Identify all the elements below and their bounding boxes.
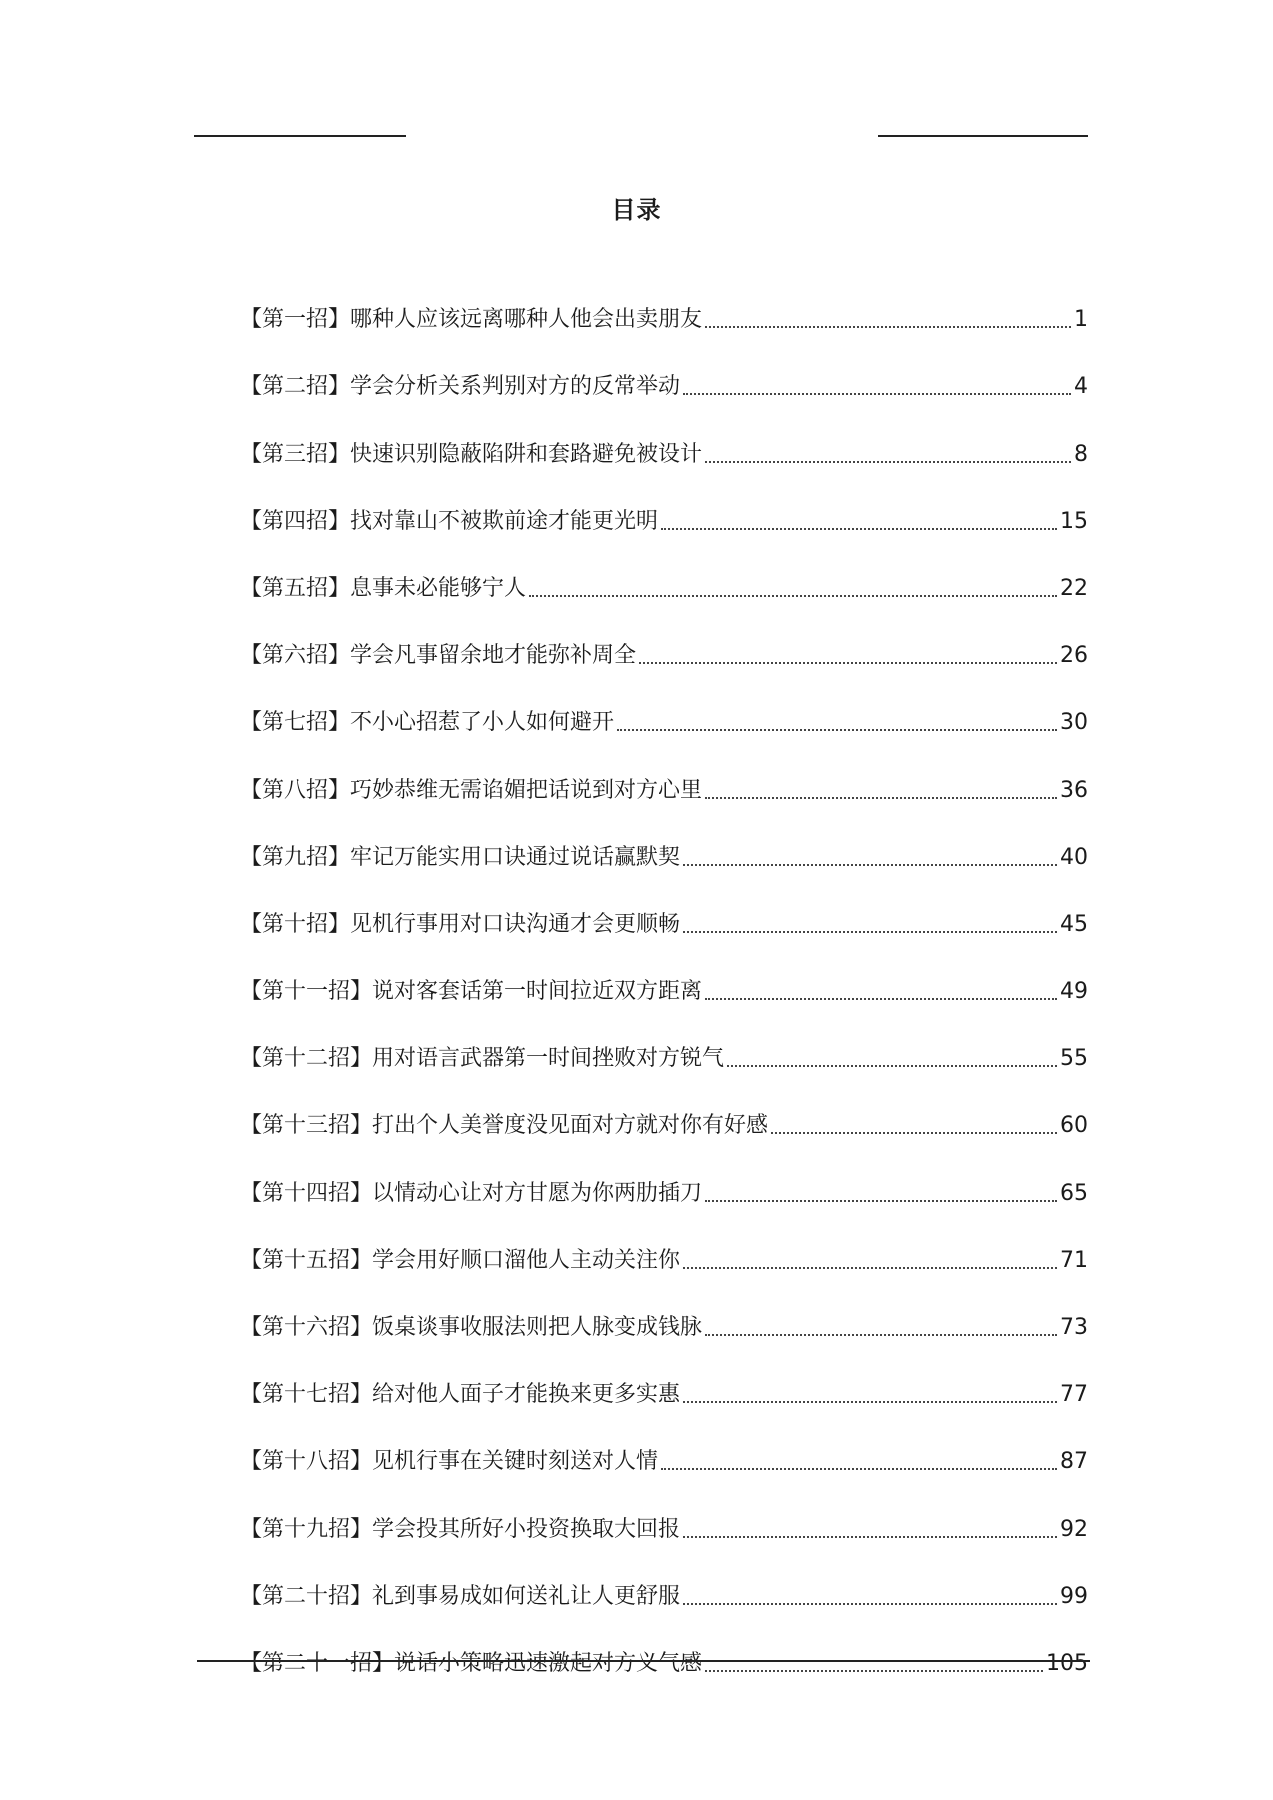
toc-dot-leader bbox=[661, 1468, 1057, 1470]
toc-dot-leader bbox=[771, 1132, 1057, 1134]
toc-entry-page-number: 1 bbox=[1074, 307, 1088, 333]
toc-entry-page-number: 8 bbox=[1074, 441, 1088, 467]
toc-entry-label: 【第三招】快速识别隐蔽陷阱和套路避免被设计 bbox=[240, 441, 703, 467]
toc-title: 目录 bbox=[611, 196, 662, 224]
toc-entry[interactable] bbox=[240, 1545, 1088, 1612]
toc-entry-label: 【第七招】不小心招惹了小人如何避开 bbox=[240, 710, 615, 736]
toc-entry-page-number: 73 bbox=[1060, 1315, 1088, 1340]
toc-entry[interactable] bbox=[240, 1007, 1088, 1074]
toc-dot-leader bbox=[727, 1065, 1057, 1067]
toc-entry[interactable] bbox=[240, 604, 1088, 671]
toc-entry-label: 【第十六招】饭桌谈事收服法则把人脉变成钱脉 bbox=[240, 1315, 703, 1340]
toc-entry[interactable] bbox=[240, 1410, 1088, 1477]
toc-entry-label: 【第五招】息事未必能够宁人 bbox=[240, 575, 527, 601]
toc-entry[interactable] bbox=[240, 940, 1088, 1007]
toc-entry-page-number: 55 bbox=[1060, 1046, 1088, 1072]
toc-entry-label: 【第四招】找对靠山不被欺前途才能更光明 bbox=[240, 508, 659, 534]
toc-entry-label: 【第二十招】礼到事易成如何送礼让人更舒服 bbox=[240, 1583, 681, 1609]
toc-dot-leader bbox=[705, 1200, 1057, 1202]
toc-dot-leader bbox=[683, 864, 1057, 866]
toc-dot-leader bbox=[683, 931, 1057, 933]
toc-entry-page-number: 77 bbox=[1060, 1382, 1088, 1408]
footer-rule bbox=[197, 1660, 1090, 1662]
toc-dot-leader bbox=[639, 662, 1057, 664]
toc-entry-label: 【第十五招】学会用好顺口溜他人主动关注你 bbox=[240, 1247, 681, 1273]
toc-entry-page-number: 92 bbox=[1060, 1516, 1088, 1542]
toc-entry-page-number: 87 bbox=[1060, 1449, 1088, 1475]
toc-entry[interactable] bbox=[240, 1477, 1088, 1544]
toc-entry[interactable] bbox=[240, 806, 1088, 873]
toc-entry[interactable] bbox=[240, 537, 1088, 604]
toc-dot-leader bbox=[661, 528, 1057, 530]
toc-list bbox=[240, 268, 1088, 1679]
toc-entry-page-number: 22 bbox=[1060, 575, 1088, 601]
toc-entry-page-number: 99 bbox=[1060, 1583, 1088, 1609]
toc-dot-leader bbox=[705, 1670, 1043, 1672]
toc-entry[interactable] bbox=[240, 1276, 1088, 1343]
toc-entry-label: 【第十四招】以情动心让对方甘愿为你两肋插刀 bbox=[240, 1180, 703, 1206]
toc-dot-leader bbox=[529, 595, 1057, 597]
toc-entry-label: 【第十九招】学会投其所好小投资换取大回报 bbox=[240, 1516, 681, 1542]
toc-entry-label: 【第二招】学会分析关系判别对方的反常举动 bbox=[240, 374, 681, 400]
toc-entry-page-number: 40 bbox=[1060, 844, 1088, 870]
toc-entry-page-number: 4 bbox=[1074, 374, 1088, 400]
toc-entry-page-number: 71 bbox=[1060, 1247, 1088, 1273]
toc-entry-label: 【第十一招】说对客套话第一时间拉近双方距离 bbox=[240, 979, 703, 1005]
toc-entry-page-number: 45 bbox=[1060, 911, 1088, 937]
toc-entry-label: 【第八招】巧妙恭维无需谄媚把话说到对方心里 bbox=[240, 777, 703, 803]
toc-dot-leader bbox=[705, 998, 1057, 1000]
toc-entry-label: 【第十八招】见机行事在关键时刻送对人情 bbox=[240, 1449, 659, 1475]
toc-dot-leader bbox=[617, 729, 1057, 731]
toc-entry-label: 【第六招】学会凡事留余地才能弥补周全 bbox=[240, 643, 637, 669]
toc-entry[interactable] bbox=[240, 671, 1088, 738]
toc-entry[interactable] bbox=[240, 268, 1088, 335]
toc-dot-leader bbox=[683, 1267, 1057, 1269]
toc-entry-label: 【第十二招】用对语言武器第一时间挫败对方锐气 bbox=[240, 1046, 725, 1072]
toc-dot-leader bbox=[683, 1401, 1057, 1403]
toc-entry-page-number: 26 bbox=[1060, 643, 1088, 669]
toc-entry-page-number: 60 bbox=[1060, 1113, 1088, 1139]
toc-dot-leader bbox=[683, 1603, 1057, 1605]
toc-entry[interactable] bbox=[240, 1209, 1088, 1276]
toc-dot-leader bbox=[705, 797, 1057, 799]
toc-dot-leader bbox=[705, 326, 1071, 328]
toc-entry[interactable] bbox=[240, 1074, 1088, 1141]
toc-entry[interactable] bbox=[240, 1612, 1088, 1679]
toc-entry[interactable] bbox=[240, 470, 1088, 537]
toc-entry-page-number: 30 bbox=[1060, 710, 1088, 736]
toc-entry-label: 【第二十一招】说话小策略迅速激起对方义气感 bbox=[240, 1650, 703, 1676]
toc-entry[interactable] bbox=[240, 335, 1088, 402]
toc-entry-label: 【第十七招】给对他人面子才能换来更多实惠 bbox=[240, 1382, 681, 1408]
header-rule-right bbox=[878, 135, 1088, 137]
toc-entry[interactable] bbox=[240, 1141, 1088, 1208]
toc-entry[interactable] bbox=[240, 402, 1088, 469]
toc-entry-label: 【第十三招】打出个人美誉度没见面对方就对你有好感 bbox=[240, 1113, 769, 1139]
toc-entry-page-number: 65 bbox=[1060, 1180, 1088, 1206]
toc-entry[interactable] bbox=[240, 738, 1088, 805]
toc-entry[interactable] bbox=[240, 1343, 1088, 1410]
header-rule-left bbox=[194, 135, 406, 137]
toc-dot-leader bbox=[683, 393, 1071, 395]
toc-entry-page-number: 36 bbox=[1060, 777, 1088, 803]
toc-entry-page-number: 15 bbox=[1060, 508, 1088, 534]
toc-dot-leader bbox=[705, 461, 1071, 463]
toc-entry-label: 【第十招】见机行事用对口诀沟通才会更顺畅 bbox=[240, 911, 681, 937]
toc-dot-leader bbox=[683, 1536, 1057, 1538]
toc-entry-page-number: 105 bbox=[1046, 1650, 1088, 1676]
toc-entry-label: 【第九招】牢记万能实用口诀通过说话赢默契 bbox=[240, 844, 681, 870]
toc-entry-label: 【第一招】哪种人应该远离哪种人他会出卖朋友 bbox=[240, 307, 703, 333]
toc-entry-page-number: 49 bbox=[1060, 979, 1088, 1005]
toc-entry[interactable] bbox=[240, 873, 1088, 940]
toc-dot-leader bbox=[705, 1334, 1057, 1336]
